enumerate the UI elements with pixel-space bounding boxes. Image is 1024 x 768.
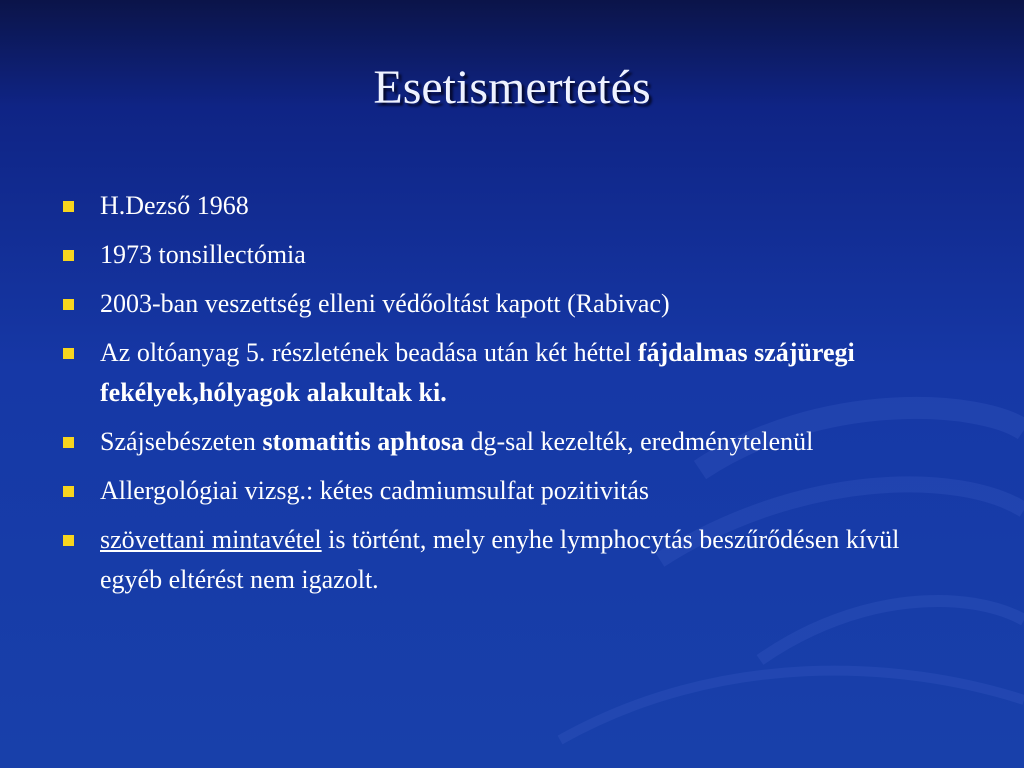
bullet-item [60, 422, 940, 462]
bullet-list [60, 186, 940, 609]
bullet-item [60, 186, 940, 226]
bullet-square-icon [63, 348, 74, 359]
bullet-text: Szájsebészeten [100, 427, 263, 456]
bullet-square-icon [63, 299, 74, 310]
bullet-bold-text: stomatitis aphtosa [262, 427, 464, 456]
bullet-square-icon [63, 201, 74, 212]
bullet-bold-text: fájdalmas szájüregi fekélyek,hólyagok alakultak ki. [100, 338, 855, 407]
bullet-item [60, 471, 940, 511]
bullet-underlined-text: szövettani mintavétel [100, 525, 322, 554]
bullet-square-icon [63, 437, 74, 448]
bullet-item [60, 284, 940, 324]
bullet-item [60, 333, 940, 413]
bullet-square-icon [63, 250, 74, 261]
slide-title: Esetismertetés [373, 61, 651, 114]
bullet-item [60, 520, 940, 600]
bullet-item [60, 235, 940, 275]
bullet-text: H.Dezső 1968 [100, 191, 249, 220]
bullet-text: Allergológiai vizsg.: kétes cadmiumsulfat pozitivitás [100, 476, 650, 505]
bullet-square-icon [63, 486, 74, 497]
bullet-square-icon [63, 535, 74, 546]
bullet-text: is történt, mely enyhe lymphocytás beszűrődésen kívül egyéb eltérést nem igazolt. [100, 525, 900, 594]
bullet-text: Az oltóanyag 5. részletének beadása után két héttel [100, 338, 638, 367]
bullet-text: 2003-ban veszettség elleni védőoltást kapott (Rabivac) [100, 289, 670, 318]
bullet-text: 1973 tonsillectómia [100, 240, 306, 269]
bullet-text: dg-sal kezelték, eredménytelenül [463, 427, 814, 456]
